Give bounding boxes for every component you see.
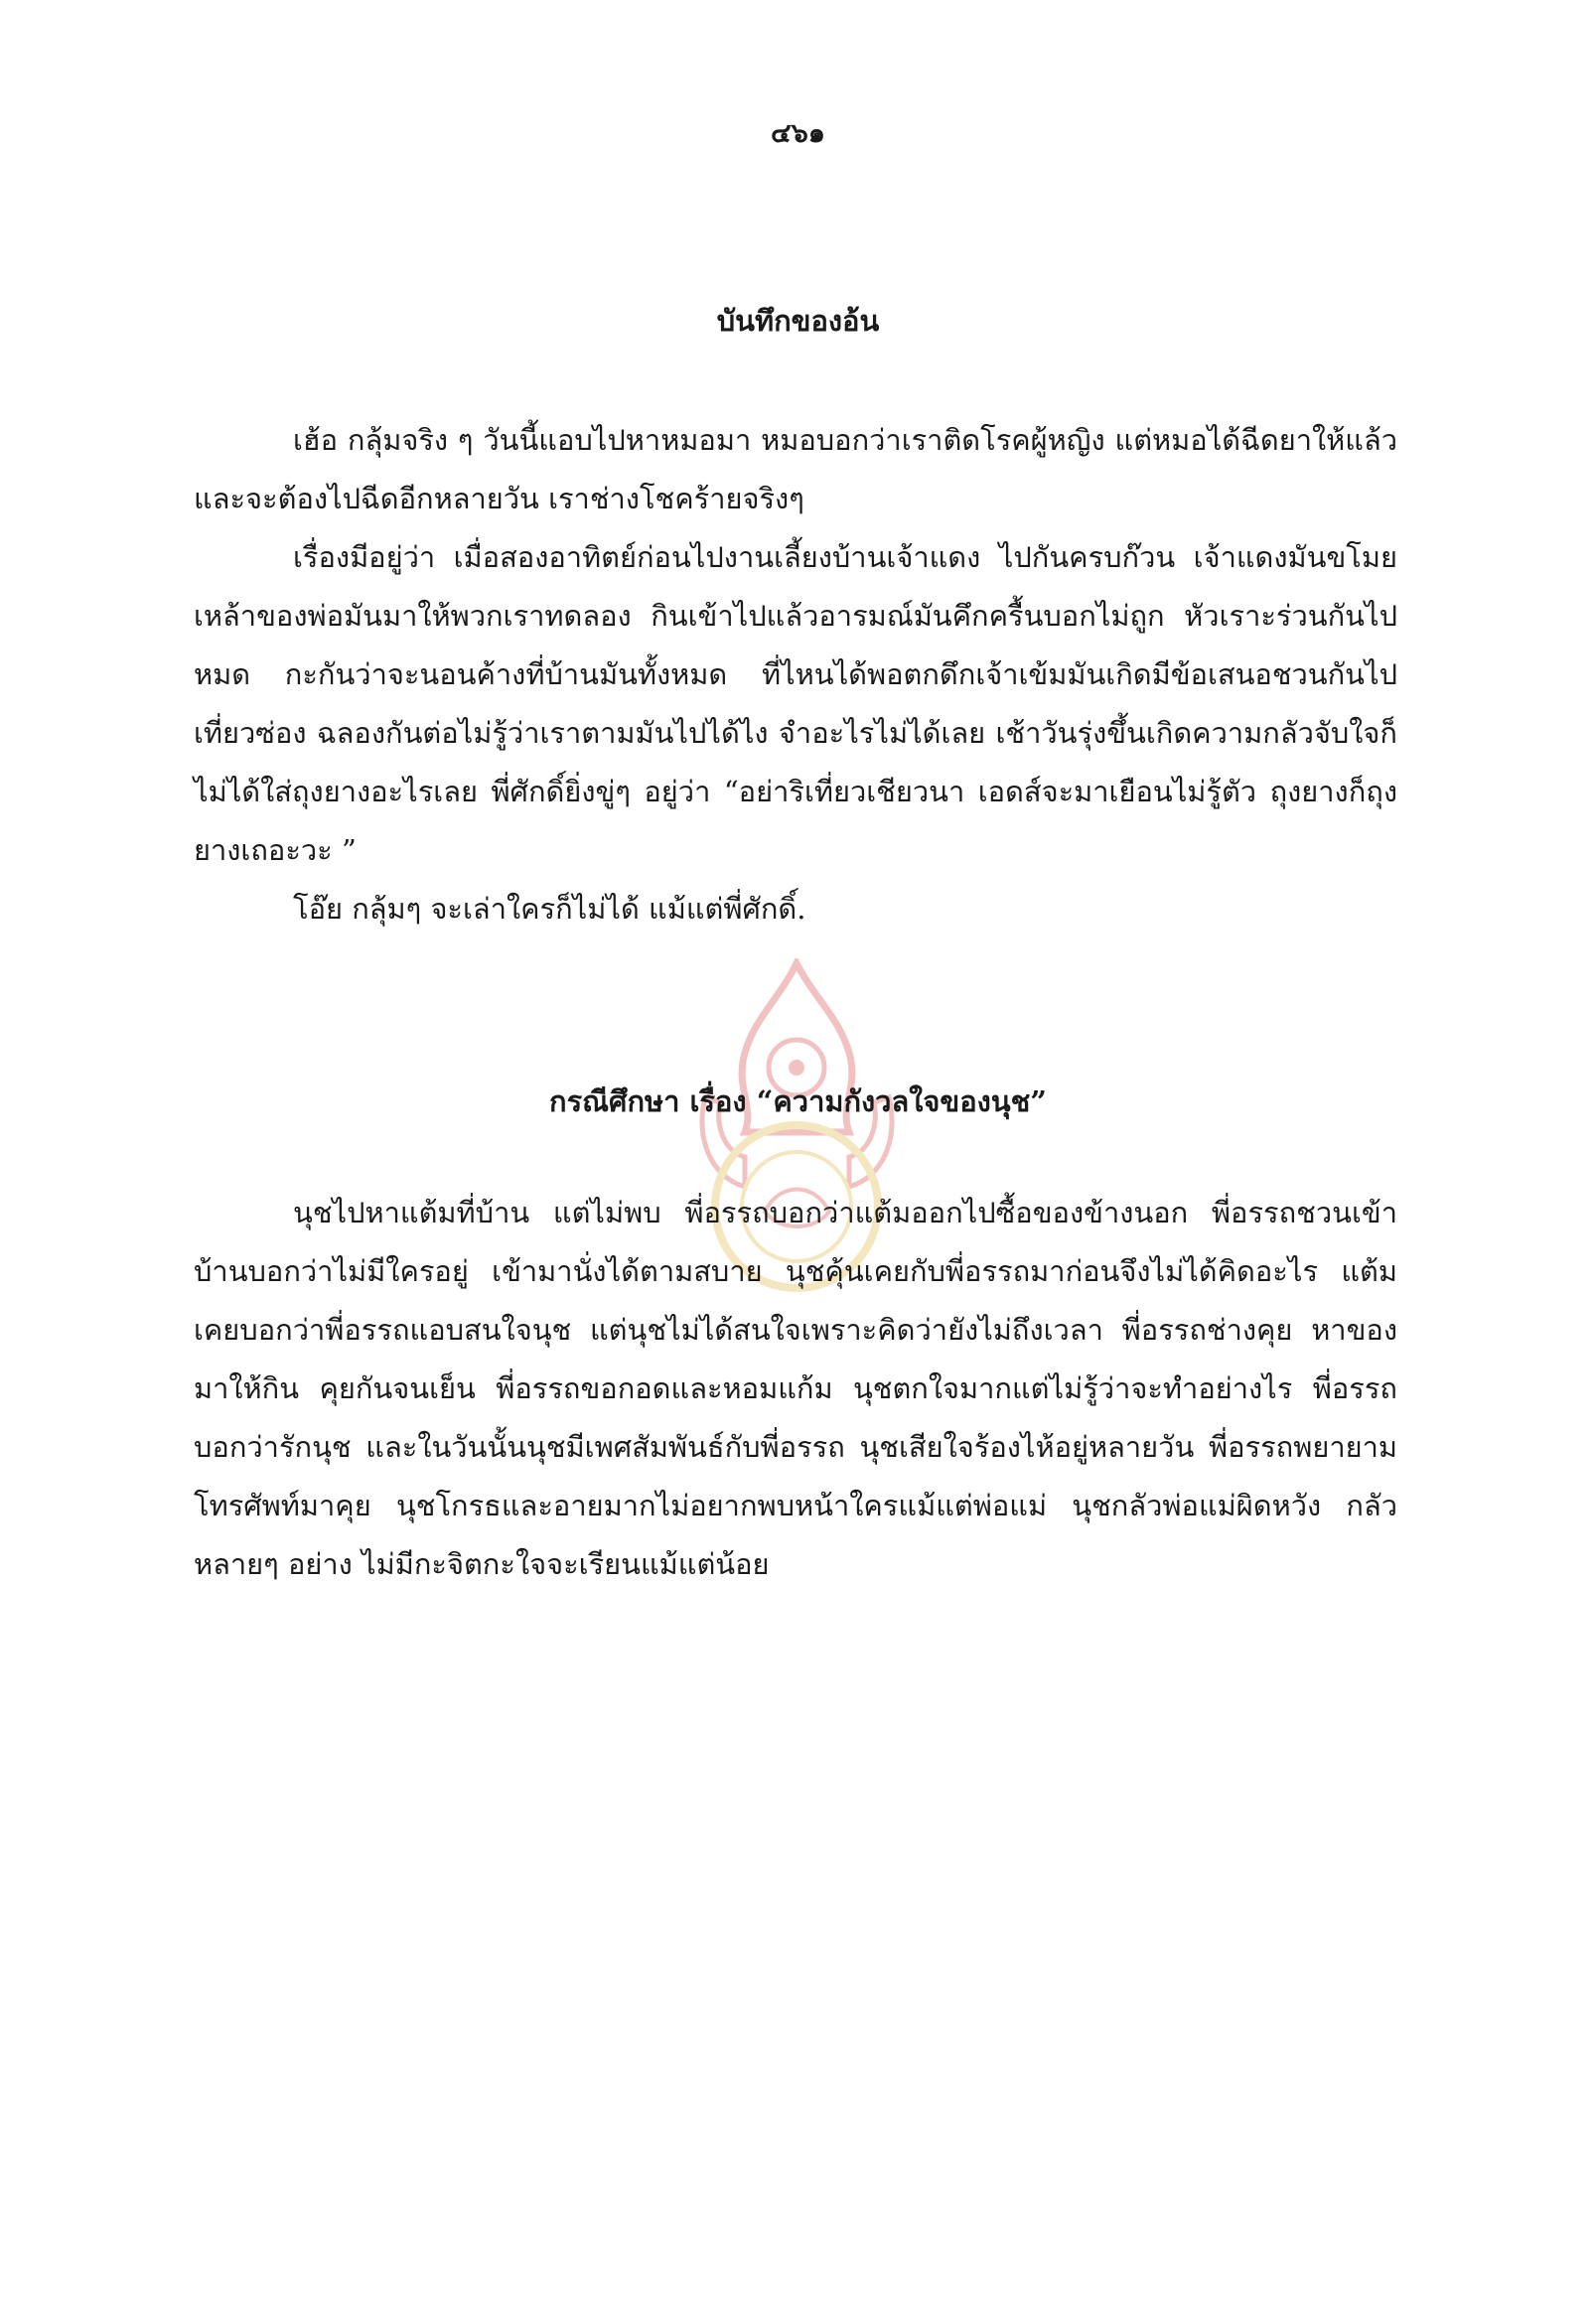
case-study-title-quoted: “ความกังวลใจของนุช” bbox=[756, 1084, 1047, 1118]
emblem-wheel-hub bbox=[789, 1060, 804, 1076]
diary-body bbox=[194, 411, 1397, 938]
page-number: ๔๖๑ bbox=[771, 118, 825, 149]
section-title-diary: บันทึกของอ้น bbox=[716, 304, 880, 338]
diary-paragraph-2: เรื่องมีอยู่ว่า เมื่อสองอาทิตย์ก่อนไปงานเลี้ยงบ้านเจ้าแดง ไปกันครบก๊วน เจ้าแดงมันขโมยเหล้าของพ่อมันมาให้พวกเราทดลอง กินเข้าไปแล้วอารมณ์มันคึกครื้นบอกไม่ถูก หัวเราะร่วนกันไปหมด กะกันว่าจะนอนค้างที่บ้านมันทั้งหมด ที่ไหนได้พอตกดึกเจ้าเข้มมันเกิดมีข้อเสนอชวนกันไปเที่ยวซ่อง ฉลองกันต่อไม่รู้ว่าเราตามมันไปได้ไง จำอะไรไม่ได้เลย เช้าวันรุ่งขึ้นเกิดความกลัวจับใจก็ไม่ได้ใส่ถุงยางอะไรเลย พี่ศักดิ์ยิ่งขู่ๆ อยู่ว่า “อย่าริเที่ยวเชียวนา เอดส์จะมาเยือนไม่รู้ตัว ถุงยางก็ถุงยางเถอะวะ ” bbox=[194, 540, 1397, 867]
case-study-title-prefix: กรณีศึกษา เรื่อง bbox=[549, 1084, 747, 1118]
case-study-body bbox=[194, 1184, 1397, 1594]
case-study-paragraph-1: นุชไปหาแต้มที่บ้าน แต่ไม่พบ พี่อรรถบอกว่าแต้มออกไปซื้อของข้างนอก พี่อรรถชวนเข้าบ้านบอกว่าไม่มีใครอยู่ เข้ามานั่งได้ตามสบาย นุชคุ้นเคยกับพี่อรรถมาก่อนจึงไม่ได้คิดอะไร แต้มเคยบอกว่าพี่อรรถแอบสนใจนุช แต่นุชไม่ได้สนใจเพราะคิดว่ายังไม่ถึงเวลา พี่อรรถช่างคุย หาของมาให้กิน คุยกันจนเย็น พี่อรรถขอกอดและหอมแก้ม นุชตกใจมากแต่ไม่รู้ว่าจะทำอย่างไร พี่อรรถบอกว่ารักนุช และในวันนั้นนุชมีเพศสัมพันธ์กับพี่อรรถ นุชเสียใจร้องไห้อยู่หลายวัน พี่อรรถพยายามโทรศัพท์มาคุย นุชโกรธและอายมากไม่อยากพบหน้าใครแม้แต่พ่อแม่ นุชกลัวพ่อแม่ผิดหวัง กลัวหลายๆ อย่าง ไม่มีกะจิตกะใจจะเรียนแม้แต่น้อย bbox=[194, 1196, 1397, 1581]
diary-paragraph-1: เฮ้อ กลุ้มจริง ๆ วันนี้แอบไปหาหมอมา หมอบอกว่าเราติดโรคผู้หญิง แต่หมอได้ฉีดยาให้แล้ว และจะต้องไปฉีดอีกหลายวัน เราช่างโชคร้ายจริงๆ bbox=[194, 423, 1397, 515]
section-title-case-study bbox=[0, 1079, 1596, 1124]
diary-paragraph-3: โอ๊ย กลุ้มๆ จะเล่าใครก็ไม่ได้ แม้แต่พี่ศักดิ์. bbox=[293, 892, 806, 926]
